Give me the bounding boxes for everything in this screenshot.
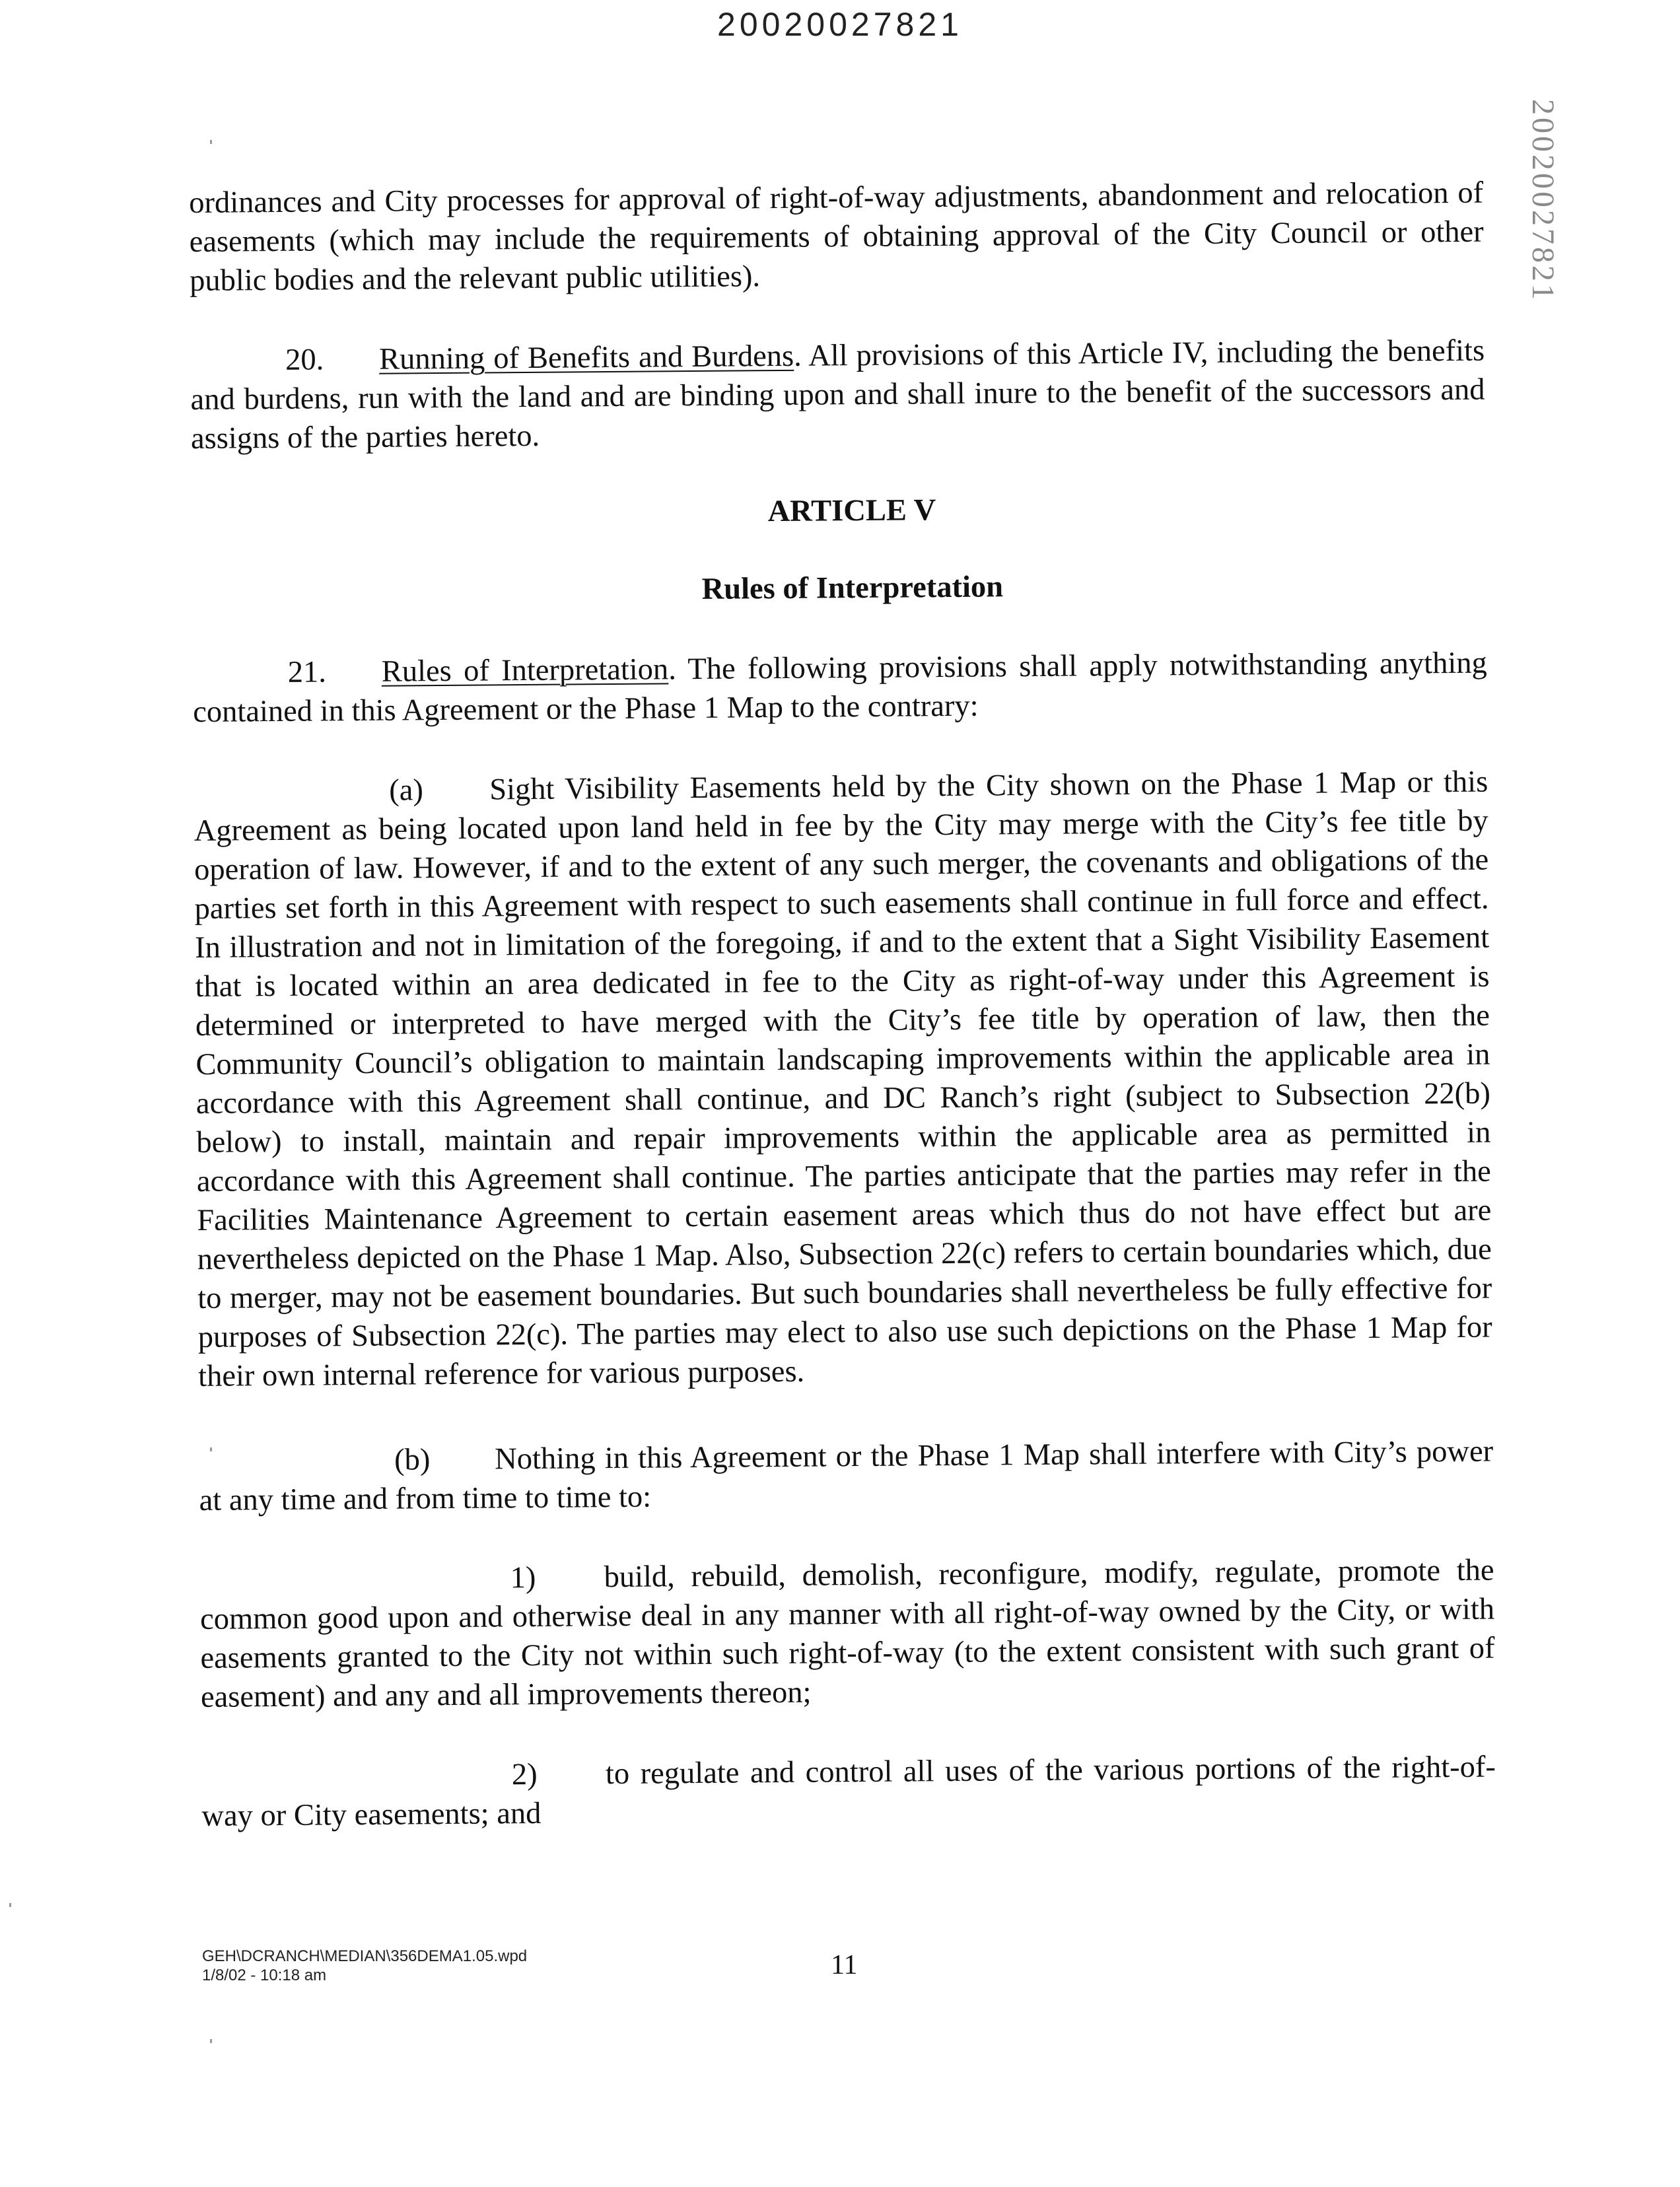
footer-file-path: GEH\DCRANCH\MEDIAN\356DEMA1.05.wpd: [202, 1947, 528, 1965]
list-item-1-label: 1): [510, 1560, 536, 1595]
document-body: [189, 174, 1496, 1836]
article-subheading: Rules of Interpretation: [701, 570, 1004, 606]
side-stamp-text: 20020027821: [1525, 99, 1560, 302]
list-item-2-label: 2): [511, 1757, 538, 1792]
list-item-1-body: build, rebuild, demolish, reconfigure, modify, regulate, promote the common good upon and otherwise deal in any manner with all right-of-way owned by the City, or with easements granted to the City not within such right-of-way (to the extent consistent with such grant of easement) and any and all improvements thereon;: [199, 1553, 1495, 1714]
section-21-number: 21.: [287, 655, 327, 689]
subsection-21a-label: (a): [389, 773, 424, 808]
recording-number: 20020027821: [717, 6, 963, 43]
list-item-2-body: to regulate and control all uses of the various portions of the right-of-way or City easements; and: [201, 1750, 1496, 1833]
scan-speck: [210, 140, 212, 144]
section-20: [190, 331, 1485, 458]
article-heading: ARTICLE V: [767, 493, 936, 529]
list-item-2: [201, 1748, 1496, 1836]
section-20-title: Running of Benefits and Burdens: [378, 339, 794, 376]
scan-speck: [9, 1903, 11, 1907]
subsection-21b: [199, 1432, 1494, 1520]
subsection-21a-body: Sight Visibility Easements held by the City shown on the Phase 1 Map or this Agreement as being located upon land held in fee by the City may merge with the City’s fee title by operation of law. However, if and to the extent of any such merger, the covenants and obligations of the parties set forth in this Agreement with respect to such easements shall continue in full force and effect. In illustration and not in limitation of the foregoing, if and to the extent that a Sight Visibility Easement that is located within an area dedicated in fee to the City as right-of-way under this Agreement is determined or interpreted to have merged with the City’s fee title by operation of law, then the Community Council’s obligation to maintain landscaping improvements within the applicable area in accordance with this Agreement shall continue, and DC Ranch’s right (subject to Subsection 22(b) below) to install, maintain and repair improvements within the applicable area as permitted in accordance with this Agreement shall continue. The parties anticipate that the parties may refer in the Facilities Maintenance Agreement to certain easement areas which thus do not have effect but are nevertheless depicted on the Phase 1 Map. Also, Subsection 22(c) refers to certain boundaries which, due to merger, may not be easement boundaries. But such boundaries shall nevertheless be fully effective for purposes of Subsection 22(c). The parties may elect to also use such depictions on the Phase 1 Map for their own internal reference for various purposes.: [193, 765, 1492, 1393]
subsection-21b-body: Nothing in this Agreement or the Phase 1 Map shall interfere with City’s power at any time and from time to time to:: [199, 1434, 1494, 1517]
subsection-21a: [193, 763, 1492, 1396]
footer-timestamp: 1/8/02 - 10:18 am: [202, 1966, 327, 1984]
scan-speck: [210, 1447, 212, 1451]
scan-speck: [210, 2039, 212, 2043]
section-21-title: Rules of Interpretation: [381, 652, 669, 689]
page-number: 11: [831, 1950, 858, 1980]
footer-file-info: [202, 1947, 527, 1985]
list-item-1: [199, 1551, 1495, 1717]
side-recording-stamp: [1525, 99, 1566, 304]
section-21-body: . The following provisions shall apply notwithstanding anything contained in this Agreement or the Phase 1 Map to the contrary:: [193, 646, 1487, 729]
section-20-number: 20.: [285, 343, 324, 377]
section-20-body: . All provisions of this Article IV, including the benefits and burdens, run with the land and are binding upon and shall inure to the benefit of the successors and assigns of the parties hereto.: [190, 333, 1485, 456]
section-21: [193, 644, 1488, 732]
subsection-21b-label: (b): [394, 1443, 431, 1477]
continuation-paragraph: ordinances and City processes for approval of right-of-way adjustments, abandonment and relocation of easements (which may include the requirements of obtaining approval of the City Council or other public bodies and the relevant public utilities).: [189, 176, 1484, 298]
